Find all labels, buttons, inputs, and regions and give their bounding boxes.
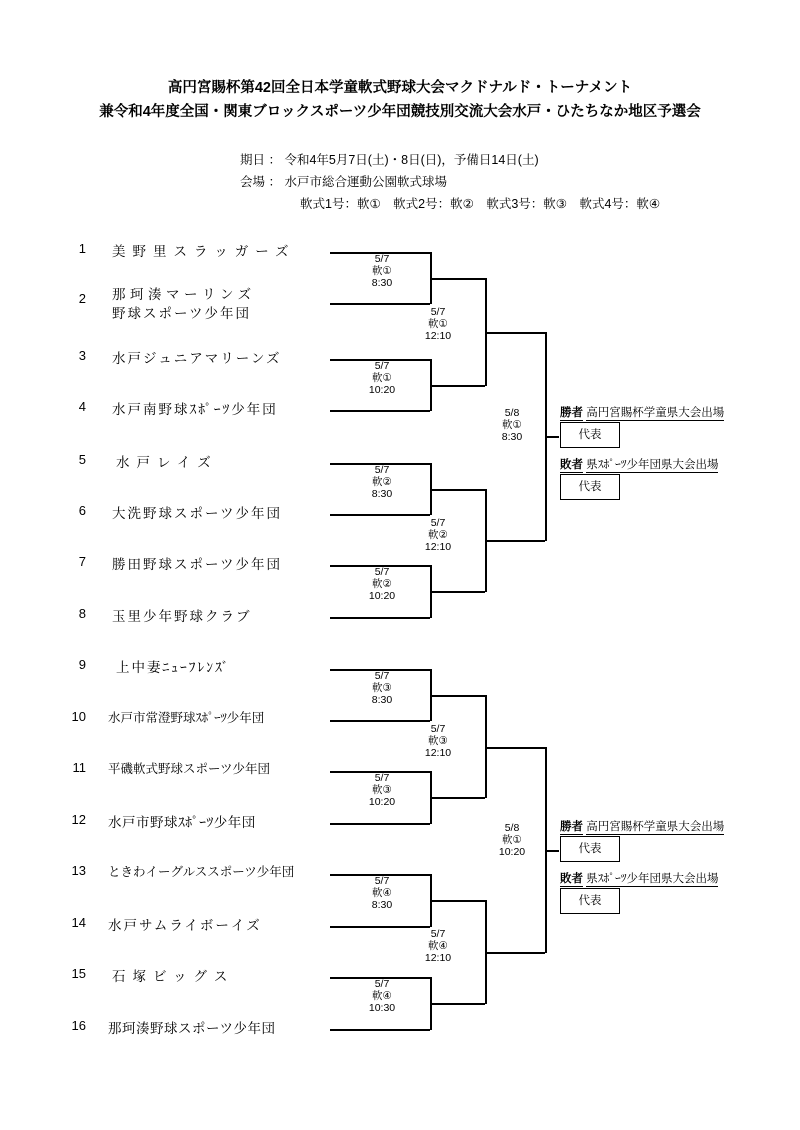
match-time: 8:30 (501, 431, 523, 443)
result-prefix: 敗者 (560, 459, 583, 471)
bracket-line-team8 (330, 617, 430, 619)
event-fields: 軟式1号：軟① 軟式2号：軟② 軟式3号：軟③ 軟式4号：軟④ (300, 197, 661, 211)
match-date: 5/7 (430, 306, 446, 318)
match-label-r2-m4 (408, 928, 468, 964)
match-time: 12:10 (424, 330, 452, 342)
seed-number-10: 10 (71, 709, 86, 724)
bracket-line-r2-m4-out (485, 952, 545, 954)
match-label-r1-m4 (352, 566, 412, 602)
bracket-line-r1-m6-out (430, 797, 485, 799)
seed-number-11: 11 (72, 760, 86, 775)
seed-number-9: 9 (78, 657, 86, 672)
team-name-8: 玉里少年野球クラブ (112, 609, 252, 624)
match-label-r2-m3 (408, 723, 468, 759)
match-label-r1-m8 (352, 978, 412, 1014)
team-name-12: 水戸市野球ｽﾎﾟｰﾂ少年団 (108, 815, 256, 830)
bracket-line-team12 (330, 823, 430, 825)
match-field: 軟③ (428, 735, 448, 747)
seed-number-7: 7 (78, 554, 86, 569)
seed-number-1: 1 (78, 241, 86, 256)
bracket-line-team4 (330, 410, 430, 412)
bracket-line-r1-m1-out (430, 278, 485, 280)
match-label-r1-m2 (352, 360, 412, 396)
match-time: 10:20 (368, 796, 396, 808)
seed-number-12: 12 (71, 812, 86, 827)
result-box-bottom-winner: 代表 (560, 836, 620, 862)
match-time: 10:30 (368, 1002, 396, 1014)
team-name-7: 勝田野球スポーツ少年団 (112, 557, 282, 572)
result-text: 高円宮賜杯学童県大会出場 (586, 407, 725, 419)
bracket-line-team2 (330, 303, 430, 305)
page-title-line2: 兼令和4年度全国・関東ブロックスポーツ少年団競技別交流大会水戸・ひたちなか地区予選会 (99, 104, 701, 120)
match-field: 軟④ (428, 940, 448, 952)
team-name-2: 那珂湊マーリンズ (112, 287, 256, 302)
match-date: 5/7 (430, 928, 446, 940)
match-label-r3-m1 (482, 407, 542, 443)
match-date: 5/7 (374, 566, 390, 578)
seed-number-3: 3 (78, 348, 86, 363)
match-date: 5/7 (374, 978, 390, 990)
result-box-top-winner: 代表 (560, 422, 620, 448)
bracket-line-r1-m5-out (430, 695, 485, 697)
event-date: 期日 ： 令和4年5月7日(土)・8日(日)，予備日14日(土) (240, 153, 539, 167)
match-label-r1-m3 (352, 464, 412, 500)
result-prefix: 敗者 (560, 873, 583, 885)
seed-number-13: 13 (71, 863, 86, 878)
seed-number-2: 2 (78, 291, 86, 306)
match-time: 8:30 (371, 488, 393, 500)
match-date: 5/7 (430, 517, 446, 529)
result-prefix: 勝者 (560, 407, 583, 419)
match-label-r1-m6 (352, 772, 412, 808)
team-name-1: 美野里スラッガーズ (112, 244, 296, 259)
result-prefix: 勝者 (560, 821, 583, 833)
result-text: 高円宮賜杯学童県大会出場 (586, 821, 725, 833)
result-label-top-runner (560, 456, 718, 472)
bracket-line-r2-m1-out (485, 332, 545, 334)
seed-number-16: 16 (71, 1018, 86, 1033)
seed-number-14: 14 (71, 915, 86, 930)
bracket-line-r1-m4-out (430, 591, 485, 593)
bracket-line-r1-m8-out (430, 1003, 485, 1005)
bracket-line-team10 (330, 720, 430, 722)
match-time: 10:20 (498, 846, 526, 858)
match-date: 5/7 (430, 723, 446, 735)
team-name-3: 水戸ジュニアマリーンズ (112, 351, 282, 366)
match-date: 5/7 (374, 464, 390, 476)
seed-number-6: 6 (78, 503, 86, 518)
team-name-5: 水戸レイズ (116, 455, 218, 470)
team-name-6: 大洗野球スポーツ少年団 (112, 506, 282, 521)
bracket-line-r1-m2-out (430, 385, 485, 387)
seed-number-4: 4 (78, 399, 86, 414)
bracket-line-team6 (330, 514, 430, 516)
match-time: 10:20 (368, 384, 396, 396)
match-date: 5/7 (374, 360, 390, 372)
page-title-line1: 高円宮賜杯第42回全日本学童軟式野球大会マクドナルド・トーナメント (167, 80, 633, 96)
match-field: 軟④ (372, 887, 392, 899)
result-label-bottom-runner (560, 870, 718, 886)
match-date: 5/8 (504, 407, 520, 419)
match-field: 軟② (372, 476, 392, 488)
match-date: 5/7 (374, 253, 390, 265)
result-box-top-runner: 代表 (560, 474, 620, 500)
match-date: 5/7 (374, 875, 390, 887)
team-name-11: 平磯軟式野球スポーツ少年団 (108, 762, 271, 776)
team-name-14: 水戸サムライボーイズ (108, 918, 262, 933)
seed-number-5: 5 (78, 452, 86, 467)
match-field: 軟① (372, 372, 392, 384)
bracket-line-r3-m1-out (545, 436, 559, 438)
match-label-r1-m7 (352, 875, 412, 911)
match-time: 8:30 (371, 899, 393, 911)
bracket-line-r1-m3-out (430, 489, 485, 491)
result-text: 県ｽﾎﾟｰﾂ少年団県大会出場 (586, 873, 719, 885)
result-text: 県ｽﾎﾟｰﾂ少年団県大会出場 (586, 459, 719, 471)
match-date: 5/7 (374, 670, 390, 682)
match-field: 軟④ (372, 990, 392, 1002)
result-label-top-winner (560, 404, 724, 420)
event-venue: 会場 ： 水戸市総合運動公園軟式球場 (240, 175, 447, 189)
result-box-bottom-runner: 代表 (560, 888, 620, 914)
result-label-bottom-winner (560, 818, 724, 834)
match-field: 軟③ (372, 682, 392, 694)
match-label-r3-m2 (482, 822, 542, 858)
match-field: 軟② (428, 529, 448, 541)
match-time: 8:30 (371, 694, 393, 706)
match-field: 軟① (372, 265, 392, 277)
team-name-10: 水戸市常澄野球ｽﾎﾟｰﾂ少年団 (108, 711, 265, 725)
team-name-2-line2: 野球スポーツ少年団 (112, 306, 251, 321)
match-time: 12:10 (424, 541, 452, 553)
bracket-line-team16 (330, 1029, 430, 1031)
seed-number-8: 8 (78, 606, 86, 621)
match-label-r1-m1 (352, 253, 412, 289)
match-field: 軟② (372, 578, 392, 590)
match-field: 軟① (502, 834, 522, 846)
match-label-r2-m2 (408, 517, 468, 553)
match-field: 軟③ (372, 784, 392, 796)
match-field: 軟① (502, 419, 522, 431)
match-time: 12:10 (424, 747, 452, 759)
match-time: 8:30 (371, 277, 393, 289)
team-name-9: 上中妻ﾆｭｰﾌﾚﾝｽﾞ (116, 660, 231, 675)
team-name-4: 水戸南野球ｽﾎﾟｰﾂ少年団 (112, 402, 278, 417)
match-time: 12:10 (424, 952, 452, 964)
match-label-r1-m5 (352, 670, 412, 706)
bracket-line-r2-m3-out (485, 747, 545, 749)
bracket-line-r3-m2-out (545, 850, 559, 852)
team-name-15: 石塚ビッグス (112, 969, 235, 984)
bracket-line-r1-m7-out (430, 900, 485, 902)
team-name-13: ときわイーグルススポーツ少年団 (108, 865, 295, 879)
match-date: 5/7 (374, 772, 390, 784)
match-date: 5/8 (504, 822, 520, 834)
match-time: 10:20 (368, 590, 396, 602)
seed-number-15: 15 (71, 966, 86, 981)
match-field: 軟① (428, 318, 448, 330)
bracket-line-r2-m2-out (485, 540, 545, 542)
match-label-r2-m1 (408, 306, 468, 342)
team-name-16: 那珂湊野球スポーツ少年団 (108, 1021, 276, 1036)
